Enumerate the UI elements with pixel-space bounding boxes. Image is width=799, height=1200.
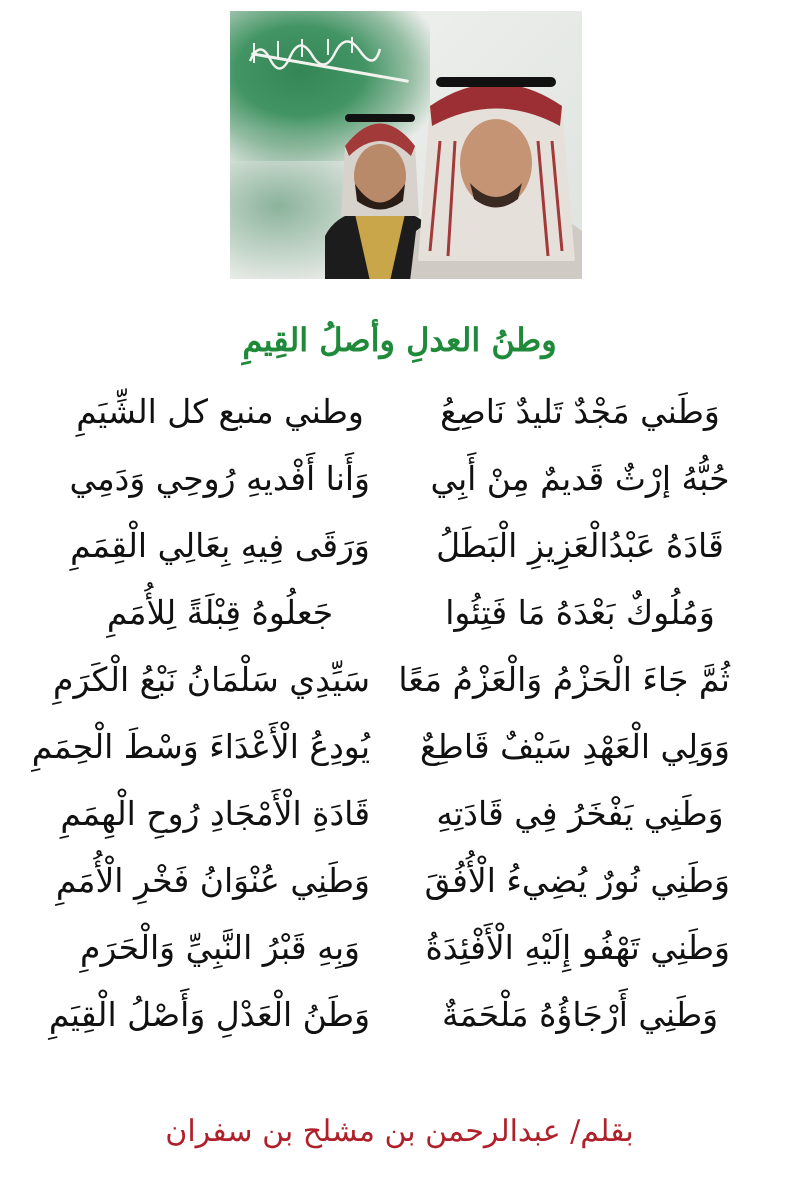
header-portrait-image xyxy=(230,11,582,279)
verse-first-hemistich: قَادَهُ عَبْدُالْعَزِيزِ الْبَطَلُ xyxy=(436,525,724,565)
verse-second-hemistich: وَطَنُ الْعَدْلِ وَأَصْلُ الْقِيَمِ xyxy=(48,994,370,1034)
author-signature: بقلم/ عبدالرحمن بن مشلح بن سفران xyxy=(165,1114,634,1149)
king-figure xyxy=(410,71,582,279)
verse-second-hemistich: وَبِهِ قَبْرُ النَّبِيِّ وَالْحَرَمِ xyxy=(80,927,360,967)
verse-row xyxy=(70,914,730,981)
verse-row xyxy=(70,445,730,512)
poem-title: وطنُ العدلِ وأصلُ القِيمِ xyxy=(242,321,557,359)
verse-first-hemistich: وَطَنِي تَهْفُو إِلَيْهِ الْأَفْئِدَةُ xyxy=(425,927,730,967)
verse-second-hemistich: وَطَنِي عُنْوَانُ فَخْرِ الْأُمَمِ xyxy=(55,860,370,900)
verse-row xyxy=(70,579,730,646)
verse-row xyxy=(70,378,730,445)
verse-first-hemistich: وَوَلِي الْعَهْدِ سَيْفٌ قَاطِعٌ xyxy=(419,726,730,766)
verse-first-hemistich: وَطَنِي أَرْجَاؤُهُ مَلْحَمَةٌ xyxy=(441,994,719,1034)
verse-first-hemistich: وَطَني مَجْدٌ تَليدٌ نَاصِعُ xyxy=(440,391,720,431)
verse-row xyxy=(53,646,730,713)
verse-second-hemistich: وطني منبع كل الشِّيَمِ xyxy=(76,391,364,431)
verse-row xyxy=(55,847,730,914)
verse-second-hemistich: يُودِعُ الْأَعْدَاءَ وَسْطَ الْحِمَمِ xyxy=(31,726,370,766)
verse-first-hemistich: وَطَنِي نُورٌ يُضِيءُ الْأُفُقَ xyxy=(424,860,730,900)
verse-second-hemistich: سَيِّدِي سَلْمَانُ نَبْعُ الْكَرَمِ xyxy=(53,659,370,699)
verse-first-hemistich: وَطَنِي يَفْخَرُ فِي قَادَتِهِ xyxy=(436,793,724,833)
verse-first-hemistich: ثُمَّ جَاءَ الْحَزْمُ وَالْعَزْمُ مَعًا xyxy=(398,659,730,699)
verse-second-hemistich: جَعلُوهُ قِبْلَةً لِلأُمَمِ xyxy=(106,592,334,632)
verse-second-hemistich: وَرَقَى فِيهِ بِعَالِي الْقِمَمِ xyxy=(70,525,370,565)
poem-verses xyxy=(31,378,730,1048)
verse-first-hemistich: وَمُلُوكٌ بَعْدَهُ مَا فَتِئُوا xyxy=(445,592,715,632)
verse-second-hemistich: قَادَةِ الْأَمْجَادِ رُوحِ الْهِمَمِ xyxy=(60,793,370,833)
verse-first-hemistich: حُبُّهُ إرْثٌ قَديمٌ مِنْ أَبِي xyxy=(430,458,730,498)
verse-row xyxy=(60,780,730,847)
verse-row xyxy=(48,981,730,1048)
verse-second-hemistich: وَأَنا أَفْديهِ رُوحِي وَدَمِي xyxy=(69,458,370,498)
verse-row xyxy=(31,713,730,780)
verse-row xyxy=(70,512,730,579)
